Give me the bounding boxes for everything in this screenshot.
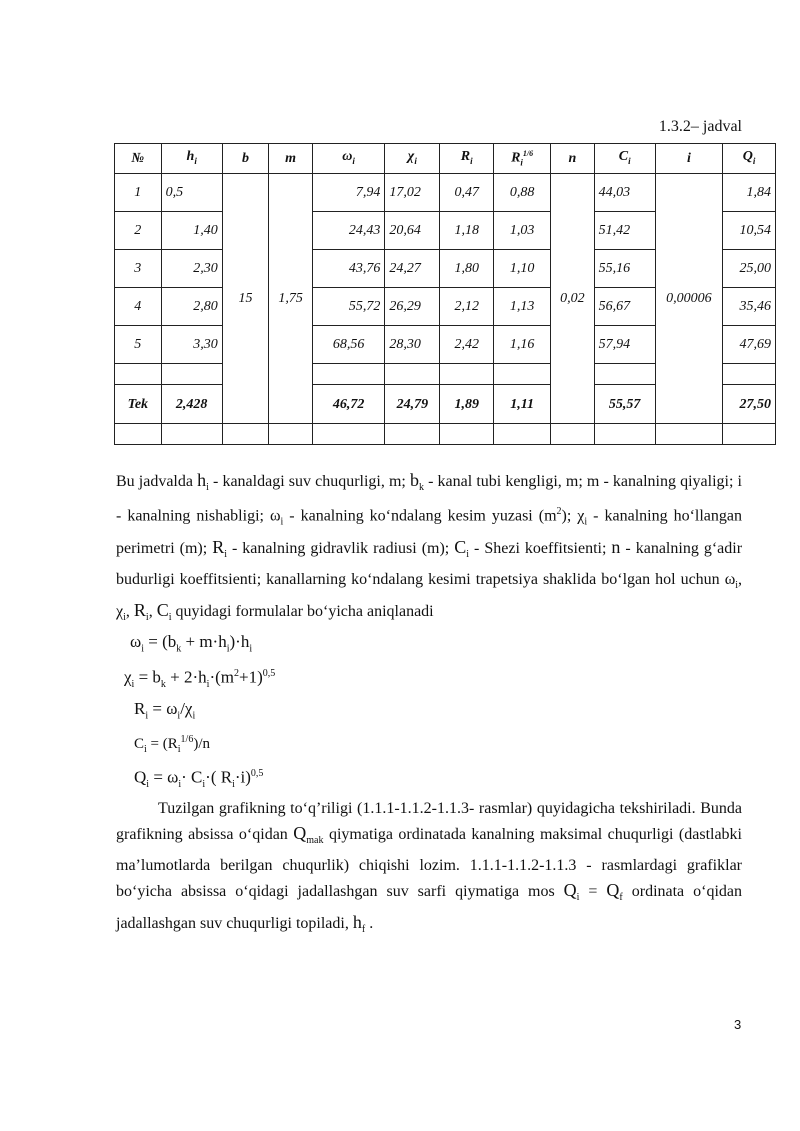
- tek-omega: 46,72: [312, 385, 385, 424]
- cell-chi: 17,02: [385, 174, 440, 212]
- header-omega: $\omega_i$: [312, 144, 385, 174]
- tek-r: 1,89: [440, 385, 494, 424]
- cell-c: 55,16: [594, 250, 655, 288]
- cell-q: 1,84: [723, 174, 776, 212]
- cell-omega: 68,56: [312, 326, 385, 364]
- cell-h: 0,5: [161, 174, 222, 212]
- header-m: m: [269, 144, 313, 174]
- cell-chi: 20,64: [385, 212, 440, 250]
- cell-h: 3,30: [161, 326, 222, 364]
- cell-r: 0,47: [440, 174, 494, 212]
- table-caption: 1.3.2– jadval: [658, 118, 742, 135]
- cell-r: 1,18: [440, 212, 494, 250]
- definitions-paragraph: Bu jadvalda $h_i$ - kanaldagi suv chuqurligi, m; $b_k$ - kanal tubi kengligi, m; m - kanalning qiyaligi; i - kanalning nishabligi; $\omega_i$ - kanalning ko‘ndalang kesim yuzasi $(m^2)$; $\chi_i$ - kanalning ho‘llangan perimetri (m); $R_i$ - kanalning gidravlik radiusi (m); $C_i$ - Shezi koeffitsienti; n - kanalning g‘adir budurligi koeffitsienti; kanallarning ko‘ndalang kesimi trapetsiya shaklida bo‘lgan hol uchun $\omega_i$, $\chi_i$, $R_i$, $C_i$ quyidagi formulalar bo‘yicha aniqlanadi: [116, 470, 743, 624]
- tek-r16: 1,11: [494, 385, 551, 424]
- formula-q: $Q_i = \omega_i\cdot C_i\cdot$( $R_i\cdot i)^{0,5}$: [134, 767, 264, 791]
- header-n: n: [551, 144, 595, 174]
- cell-no: 4: [115, 288, 162, 326]
- formula-omega: $\omega_i = (b_k + m\cdot h_i)\cdot h_i$: [130, 632, 253, 655]
- cell-r: 2,42: [440, 326, 494, 364]
- cell-h: 1,40: [161, 212, 222, 250]
- cell-omega: 24,43: [312, 212, 385, 250]
- cell-q: 10,54: [723, 212, 776, 250]
- header-r16: $R_i^{1/6}$: [494, 144, 551, 174]
- results-table: [114, 143, 776, 445]
- header-i: i: [655, 144, 722, 174]
- cell-r16: 0,88: [494, 174, 551, 212]
- header-q: $Q_i$: [723, 144, 776, 174]
- body-text: [116, 468, 742, 943]
- cell-n-merged: 0,02: [551, 174, 595, 424]
- cell-q: 47,69: [723, 326, 776, 364]
- tek-q: 27,50: [723, 385, 776, 424]
- tek-chi: 24,79: [385, 385, 440, 424]
- table-row: [115, 174, 776, 212]
- formula-r: $R_i = \omega_i/\chi_i$: [134, 698, 196, 722]
- cell-omega: 7,94: [312, 174, 385, 212]
- cell-no: 3: [115, 250, 162, 288]
- cell-h: 2,30: [161, 250, 222, 288]
- table-header-row: [115, 144, 776, 174]
- page-number: 3: [734, 1017, 742, 1032]
- cell-no: 1: [115, 174, 162, 212]
- cell-chi: 28,30: [385, 326, 440, 364]
- cell-i-merged: 0,00006: [655, 174, 722, 424]
- header-no: №: [115, 144, 162, 174]
- formula-c: $C_i = (R_i^{1/6})/n$: [134, 734, 210, 756]
- cell-omega: 55,72: [312, 288, 385, 326]
- cell-r: 2,12: [440, 288, 494, 326]
- cell-r16: 1,16: [494, 326, 551, 364]
- cell-no: 2: [115, 212, 162, 250]
- header-h: $h_i$: [161, 144, 222, 174]
- cell-no: 5: [115, 326, 162, 364]
- cell-r16: 1,13: [494, 288, 551, 326]
- cell-omega: 43,76: [312, 250, 385, 288]
- tek-c: 55,57: [594, 385, 655, 424]
- cell-c: 57,94: [594, 326, 655, 364]
- verification-paragraph: Tuzilgan grafikning to‘q’riligi (1.1.1-1.1.2-1.1.3- rasmlar) quyidagicha tekshiriladi. Bunda grafikning absissa o‘qidan $Q_{mak}$ qiymatiga ordinatada kanalning maksimal chuqurligi (dastlabki ma’lumotlarda berilgan chuqurlik) chiqishi lozim. 1.1.1-1.1.2-1.1.3 - rasmlardagi grafiklar bo‘yicha absissa o‘qidagi jadallashgan suv sarfi qiymatiga mos $Q_i = Q_f$ ordinata o‘qidan jadallashgan suv chuqurligi topiladi, $h_f$ .: [116, 800, 743, 936]
- cell-m-merged: 1,75: [269, 174, 313, 424]
- header-b: b: [222, 144, 269, 174]
- tek-label: Tek: [115, 385, 162, 424]
- cell-r16: 1,10: [494, 250, 551, 288]
- header-r: $R_i$: [440, 144, 494, 174]
- cell-r16: 1,03: [494, 212, 551, 250]
- cell-h: 2,80: [161, 288, 222, 326]
- tek-h: 2,428: [161, 385, 222, 424]
- cell-c: 51,42: [594, 212, 655, 250]
- header-c: $C_i$: [594, 144, 655, 174]
- cell-q: 35,46: [723, 288, 776, 326]
- cell-c: 56,67: [594, 288, 655, 326]
- cell-b-merged: 15: [222, 174, 269, 424]
- cell-chi: 24,27: [385, 250, 440, 288]
- cell-chi: 26,29: [385, 288, 440, 326]
- empty-row: [115, 424, 776, 445]
- cell-c: 44,03: [594, 174, 655, 212]
- cell-q: 25,00: [723, 250, 776, 288]
- header-chi: $\chi_i$: [385, 144, 440, 174]
- formula-chi: $\chi_i = b_k + 2\cdot h_i\cdot(m^2+1)^{0,5}$: [124, 667, 276, 690]
- cell-r: 1,80: [440, 250, 494, 288]
